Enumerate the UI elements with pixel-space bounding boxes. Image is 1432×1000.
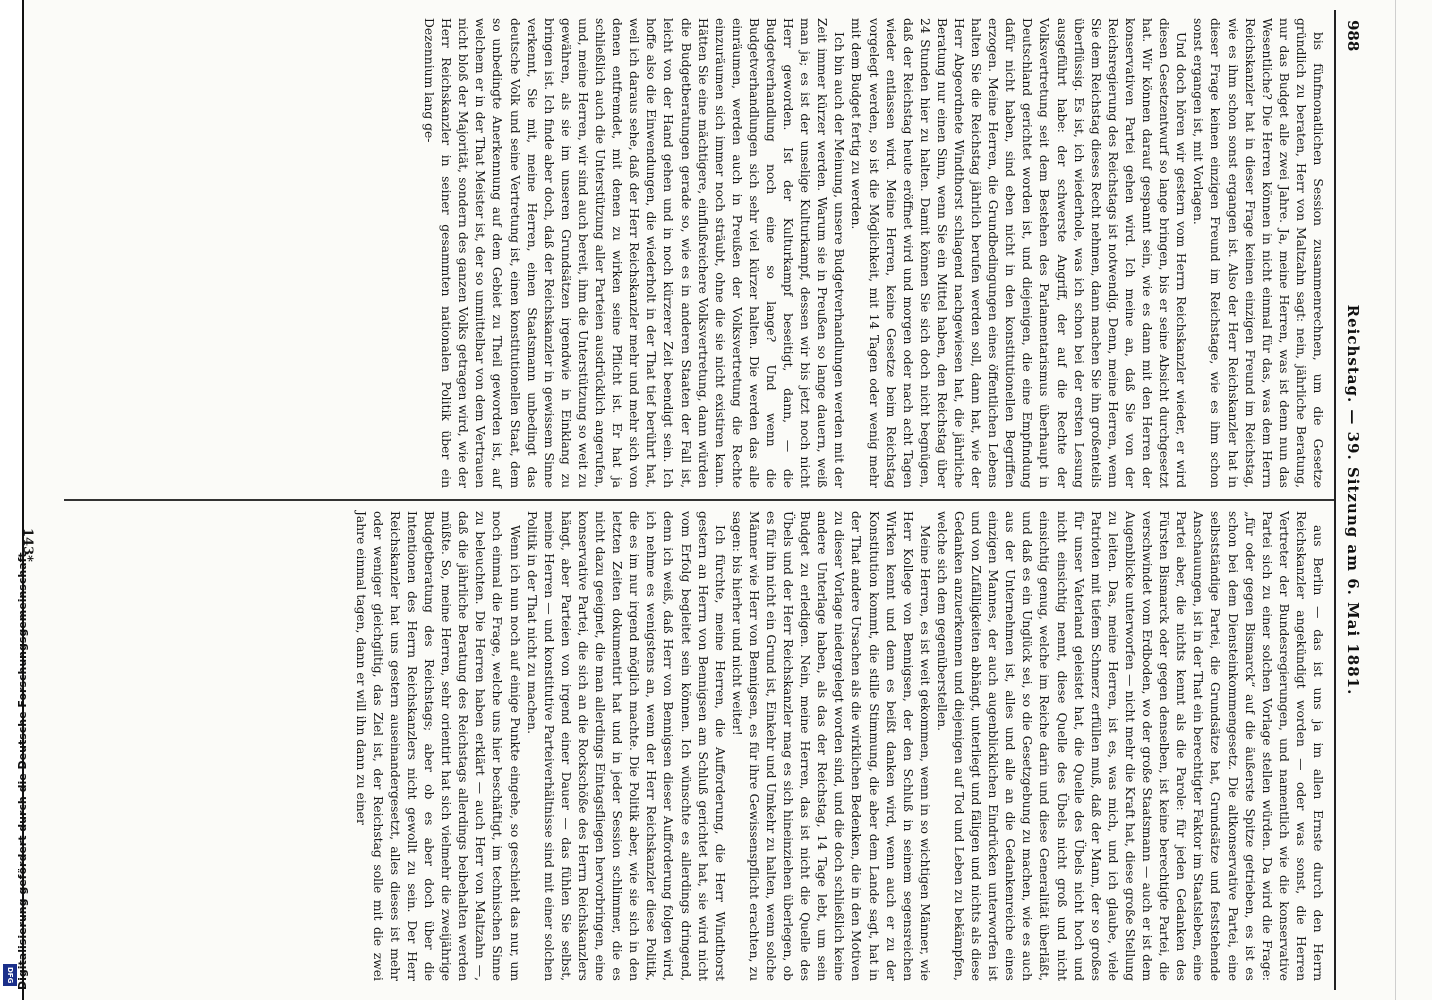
signature-mark: 143* bbox=[20, 528, 35, 562]
paragraph: Ich bin auch der Meinung, unsere Budgetverhandlungen werden mit der Zeit immer kürzer werden. Warum sie in Preußen so lange dauern, weiß man ja; es ist der unselige Kulturkampf, dessen wir bis jetzt noch nicht Herr geworden. Ist der Kulturkampf beseitigt, dann, — die Budgetverhandlung noch eine so lange? Und wenn die Budgetverhandlungen sich sehr viel kürzer halten. Die werden das alle einräumen, werden auch in Preußen der Volksvertretung die Rechte einzuräumen sich immer noch sträubt, ohne die sie nicht existiren kann. Hätten Sie eine mächtigere, einflußreichere Volksvertretung, dann würden die Budgetberatungen gerade so, wie es in anderen Staaten der Fall ist, leicht von der Hand gehen und in noch kürzerer Zeit beendigt sein. Ich hoffe also die Einwendungen, die wiederholt in der That tief berührt hat, weil ich daraus sehe, daß der Herr Reichskanzler mehr und mehr sich von denen entfremdet, mit denen zu wirken seine Pflicht ist. Er hat ja schließlich auch die Unterstützung aller Parteien ausdrücklich angerufen, und, meine Herren, wir sind auch bereit, ihm die Unterstützung so weit zu gewähren, als sie im unseren Grundsätzen irgendwie in Einklang zu bringen ist. Ich finde aber doch, daß der Reichskanzler in gewissem Sinne verkennt, Sie mit, meine Herren, einen Staatsmann unbedingt das deutsche Volk und seine Vertretung ist, einen konstitutionellen Staat, dem so unbedingte Anerkennung auf dem Gebiet zu Theil geworden ist, auf welchem er in der That Meister ist, der so unmittelbar von dem Vertrauen nicht bloß der Majorität, sondern des ganzen Volks getragen wird, wie der Herr Reichskanzler in seiner gesammten nationalen Politik über ein Dezennium lang ge- bbox=[422, 18, 847, 488]
page-header bbox=[1332, 10, 1372, 990]
page-title: Reichstag. — 39. Sitzung am 6. Mai 1881. bbox=[1344, 304, 1362, 696]
scan-edge-line bbox=[1395, 0, 1396, 1000]
paragraph: Und doch hören wir gestern vom Herrn Reichskanzler wieder, er wird diesen Gesetzentwurf so lange bringen, bis er seine Absicht durchgesetzt hat. Wir können darauf gespannt sein, wie es dann mit den Herren der konservativen Partei gehen wird. Ich meine an, daß Sie von der Reichsregierung des Reichstags ist notwendig. Denn, meine Herren, wenn Sie dem Reichstag dieses Recht nehmen, dann machen Sie ihn großenteils überflüssig. Es ist, ich wiederhole, was ich schon bei der ersten Lesung ausgeführt habe: der schwerste Angriff, der auf die Rechte der Volksvertretung seit dem Bestehen des Parlamentarismus überhaupt in Deutschland gerichtet worden ist, und diejenigen, die eine Empfindung dafür nicht haben, sind eben nicht in den konstitutionellen Begriffen erzogen. Meine Herren, die Grundbedingungen eines öffentlichen Lebens halten Sie die Reichstag jährlich berufen werden soll, dann hat, wie der Herr Abgeordnete Windthorst schlagend nachgewiesen hat, die jährliche Beratung nur einen Sinn, wenn Sie ein Mittel haben, den Reichstag über 24 Stunden hier zu halten. Damit können Sie sich doch nicht begnügen, daß der Reichstag heute eröffnet wird und morgen oder nach acht Tagen wieder entlassen wird. Meine Herren, keine Gesetze beim Reichstag vorgelegt werden, so ist die Möglichkeit, mit 14 Tagen oder wenig mehr mit dem Budget fertig zu werden. bbox=[849, 18, 1189, 488]
paragraph: Ich fürchte, meine Herren, die Aufforderung, die Herr Windthorst gestern an Herrn von Bennigsen am Schluß gerichtet hat, sie wird nicht vom Erfolg begleitet sein können. Ich wünschte es allerdings dringend, denn ich weiß, daß Herr von Bennigsen dieser Aufforderung folgen wird, ich nehme es wenigstens an, wenn der Herr Reichskanzler diese Politik, die es im nur irgend möglich machte. Die Politik aber, wie sie sich in den letzten Zeiten dokumentirt hat und in jeder Session schlimmer, die es nicht dazu geeignet, die man allerdings Eintagsfliegen hervorbringen, eine konservative Partei, die sich an die Rockschöße des Herrn Reichskanzlers hängt, aber Parteien von irgend einer Dauer — das fühlen Sie selbst, meine Herren — und konstitutive Parteiverhältnisse sind mit einer solchen Politik in der That nicht zu machen. bbox=[524, 511, 727, 981]
page-number: 988 bbox=[1344, 20, 1362, 52]
paragraph: Wenn ich nun noch auf einige Punkte eingehe, so geschieht das nur, um noch einmal die Frage, welche uns hier beschäftigt, im technischen Sinne zu beleuchten. Die Herren haben erklärt — auch Herr von Maltzahn —, daß die jährliche Beratung des Reichstags allerdings beibehalten werden müßte. So, meine Herren, sehr orientirt hat sich vielmehr die zweijährige Budgetberatung des Reichstags; aber ob es aber doch über die Intentionen des Herrn Reichskanzlers nicht gewollt zu sein. Der Herr Reichskanzler hat uns gestern auseinandergesetzt, alles dieses ist mehr oder weniger gleichgiltig, das Ziel ist, der Reichstag solle mit die zwei Jahre einmal tagen, dann er will ihn dann zu einer bbox=[353, 511, 522, 981]
column-divider bbox=[64, 499, 1334, 501]
dfg-logo-icon: DFG bbox=[3, 964, 17, 986]
digitization-credit: Digitalisierung gefördert durch die Deutsche Forschungsgemeinschaft bbox=[16, 552, 29, 990]
text-column-left bbox=[20, 18, 1326, 562]
text-column-right bbox=[76, 511, 1326, 981]
paragraph: Meine Herren, es ist weit gekommen, wenn in so wichtigen Männer, wie Herr Kollege von Bennigsen, der den Schluß in seinem segensreichen Wirken kennt und denn es beißt danken wird, wenn auch er zu der Konstitution kommt, die stille Stimmung, die aber dem Lande sagt, hat in der That andere Ursachen als die wirklichen Bedenken, die in den Motiven zu dieser Vorlage niedergelegt worden sind, und die doch schließlich keine andere Unterlage haben, als das der Reichstag, 14 Tage lebt, um sein Budget zu erledigen. Nein, meine Herren, das ist nicht die Quelle des Übels und der Herr Reichskanzler mag es sich hineinziehen überlegen, ob es für ihn nicht ein Grund ist, Einkehr und Umkehr zu halten, wenn solche Männer wie Herr von Bennigsen, es für ihre Gewissenspflicht erachten, zu sagen: bis hierher und nicht weiter! bbox=[729, 511, 932, 981]
paragraph: bis fünfmonatlichen Session zusammenrechnen, um die Gesetze gründlich zu beraten, Herr von Maltzahn sagt: nein, jährliche Beratung, nur das Budget alle zwei Jahre. Ja, meine Herren, was ist denn nun das Wesentliche? Die Herren können in nicht einmal für das, was dem Herrn Reichskanzler hat in dieser Frage keinen einzigen Freund im Reichstag, wie es ihm schon sonst ergangen ist. Also der Herr Reichskanzler hat in dieser Frage keinen einzigen Freund im Reichstage, wie es ihm schon sonst ergangen ist, mit Vorlagen. bbox=[1191, 18, 1325, 488]
paragraph: aus Berlin — das ist uns ja im allen Ernste durch den Herrn Reichskanzler angekündigt worden — oder was sonst, die Herren Vertreter der Bundesregierungen, und namentlich wie die konservative Partei sich zu einer solchen Vorlage stellen würden. Da wird die Frage: „für oder gegen Bismarck“ auf die äußerste Spitze getrieben, es ist es schon bei dem Diensteinkommengesetz. Die altkonservative Partei, eine selbstständige Partei, die Grundsätze hat, Grundsätze und feststehende Anschauungen, ist in der That ein berechtigter Faktor im Staatsleben, eine Partei aber, die nichts kennt als die Parole: für jeden Gedanken des Fürsten Bismarck oder gegen denselben, ist keine berechtigte Partei, die verschwindet vom Erdboden, wo der große Staatsmann — auch er ist dem Augenblicke unterworfen — nicht mehr die Kraft hat, diese große Stellung zu leiten. Das, meine Herren, ist es, was mich, und ich glaube, viele Patrioten mit tiefem Schmerz erfüllen muß, daß der Mann, der so großes für unser Vaterland geleistet hat, die Quelle des Übels nicht hoch und nicht einsichtig nennt, diese Quelle des Übels nicht groß und nicht einsichtig genug, welche im Reiche darin und diese Generalität überläßt, und daß es ein Unglück sei, so die Gesetzgebung zu machen, wie es auch aus der Unternehmen ist, alles und alle an die Gedankenreiche eines einzigen Mannes, der auch augenblicklichen Eindrücken unterworfen ist und von Zufälligkeiten abhängt, unterliegt und fäligen und nichts als diese Gedanken anzuerkennen und diejenigen auf Tod und Leben zu bekämpfen, welche sich dem gegenüberstellen. bbox=[934, 511, 1325, 981]
header-rule bbox=[1334, 10, 1336, 990]
